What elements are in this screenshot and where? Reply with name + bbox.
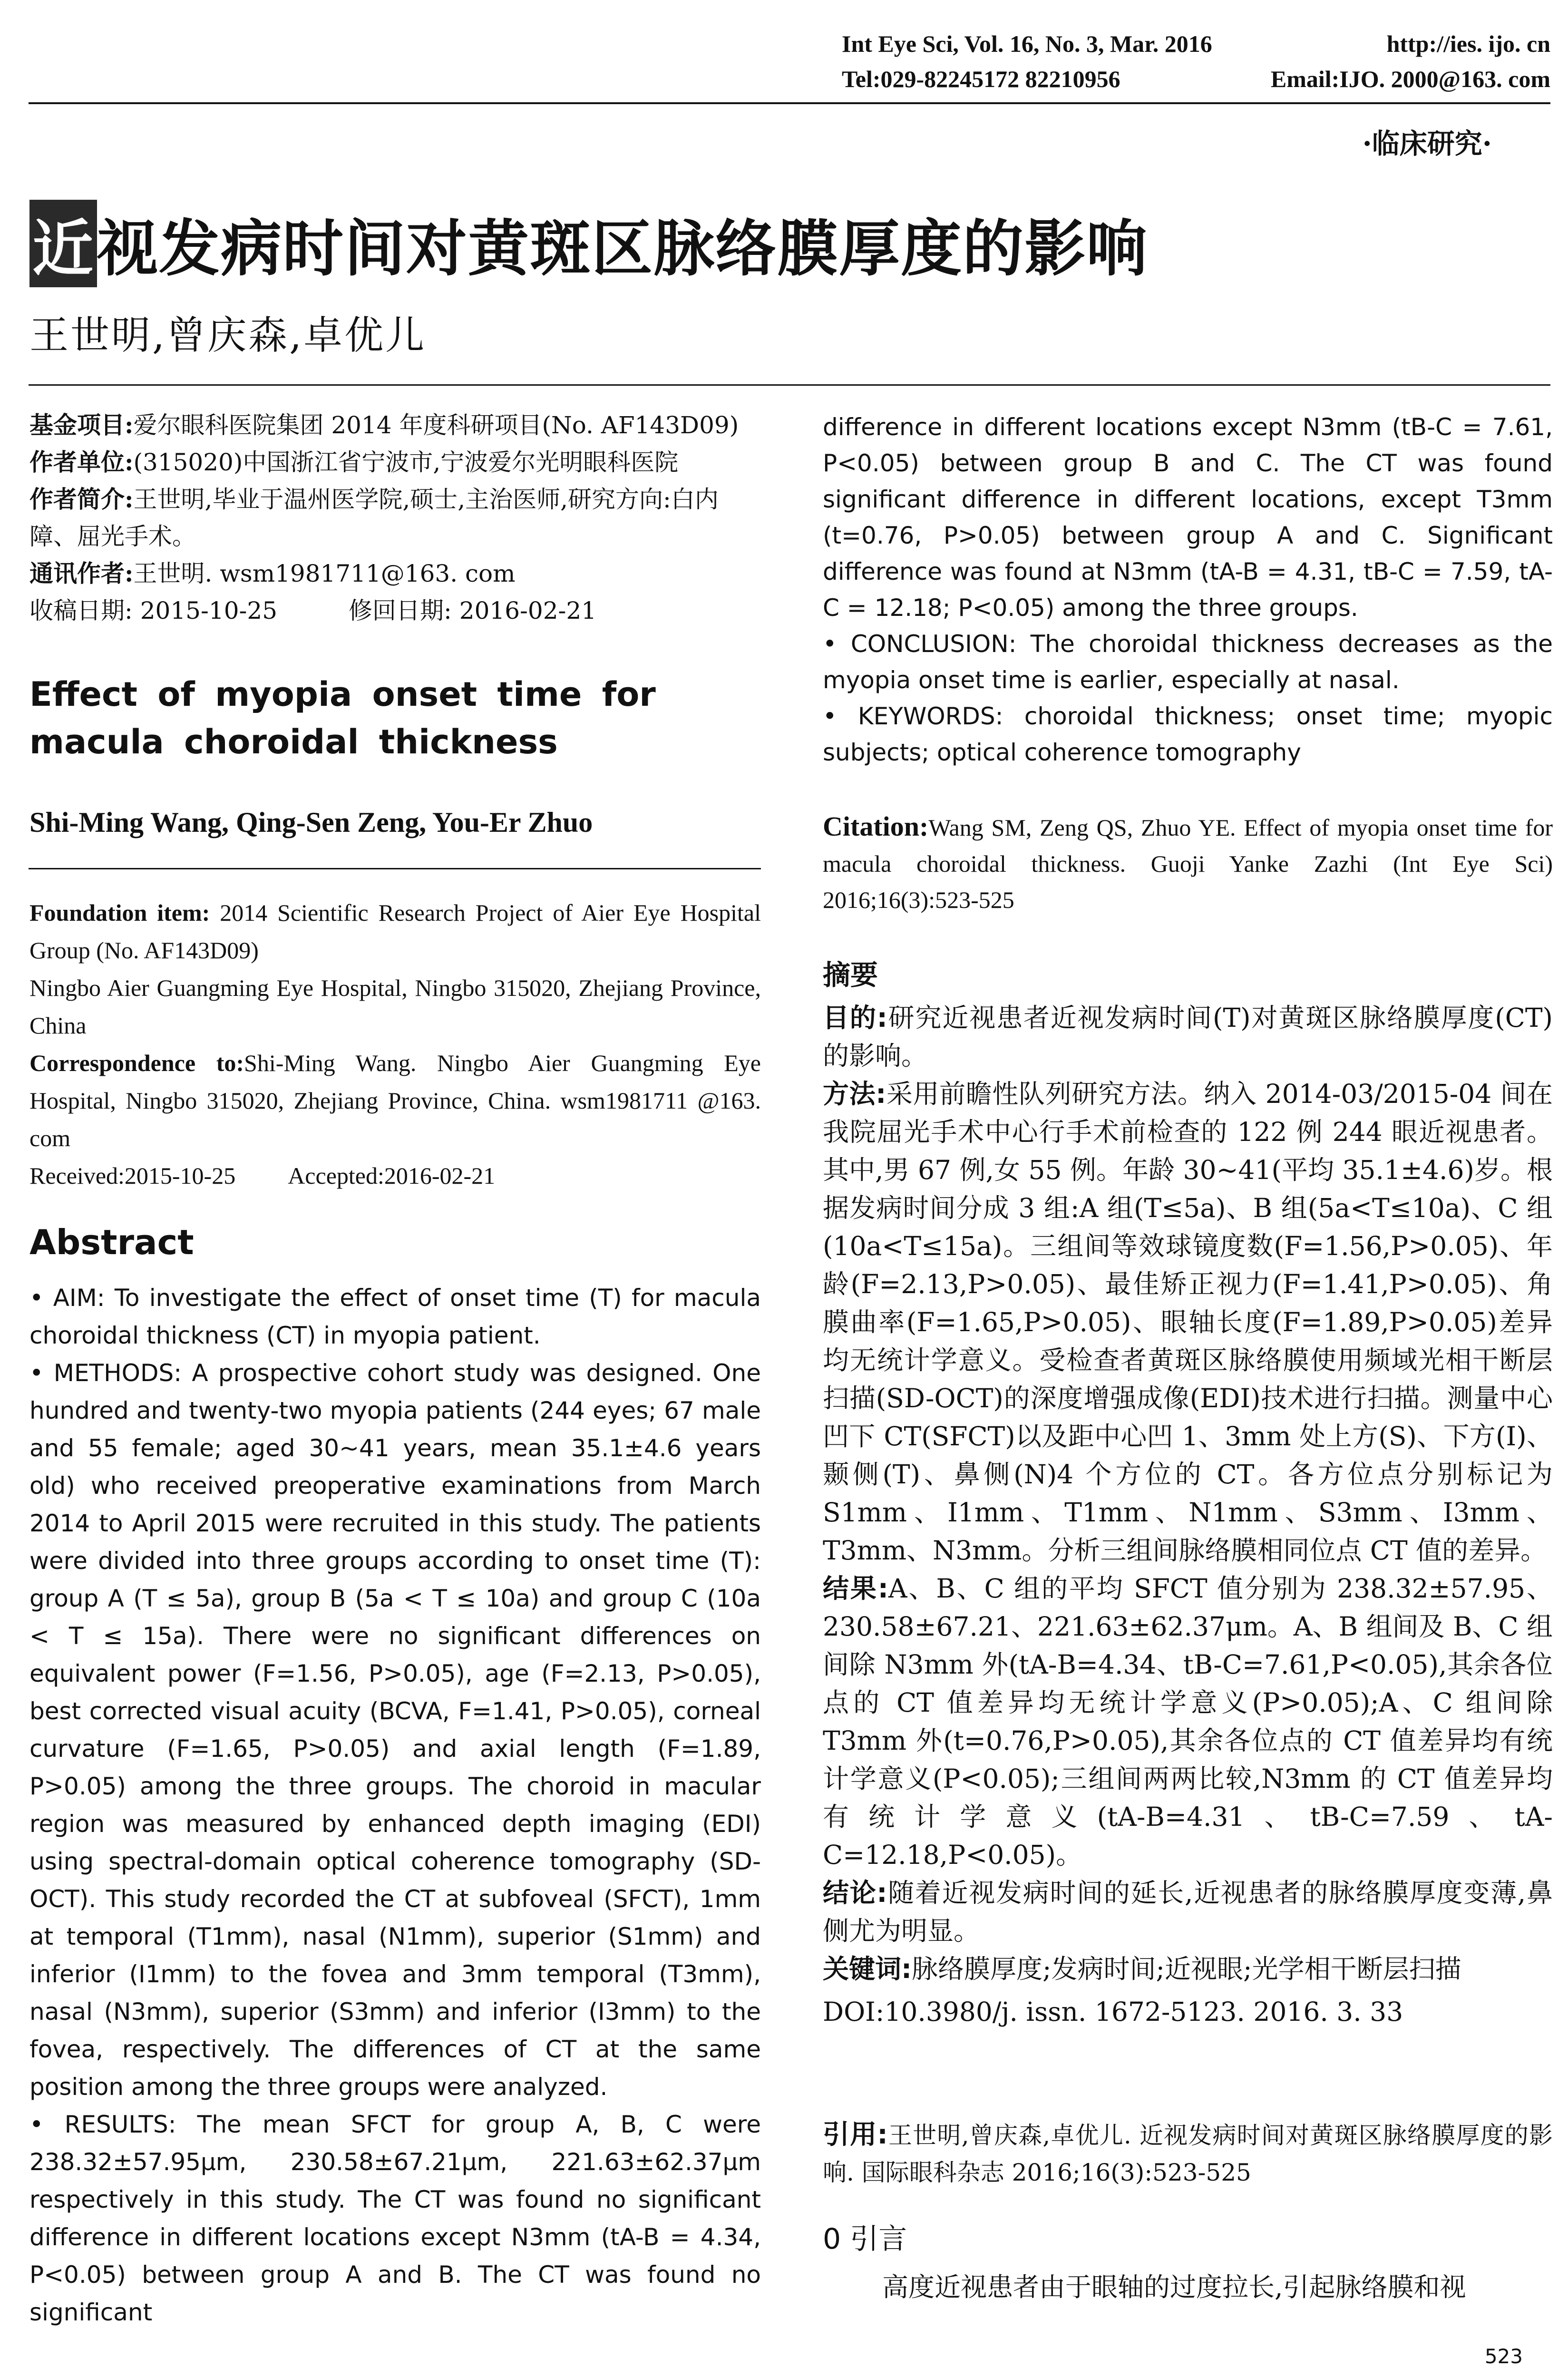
citation-en (823, 809, 1553, 918)
revised-cn: 修回日期: 2016-02-21 (349, 597, 597, 624)
doi: DOI:10.3980/j. issn. 1672-5123. 2016. 3. 33 (823, 1997, 1403, 2027)
citation-cn (823, 2116, 1553, 2191)
en-metadata (29, 894, 761, 1195)
citation-label-en: Citation: (823, 811, 929, 842)
results-text-cn: A、B、C 组的平均 SFCT 值分别为 238.32±57.95、230.58±67.21、221.63±62.37μm。A、B 组间及 B、C 组间除 N3mm 外(tA-B=4.34、tB-C=7.61,P<0.05),其余各位点的 CT 值差异均无统计学意义(P>0.05);A、C 组间除 T3mm 外(t=0.76,P>0.05),其余各位点的 CT 值差异均有统计学意义(P<0.05);三组间两两比较,N3mm 的 CT 值差异均有统计学意义(tA-B=4.31、tB-C=7.59、tA-C=12.18,P<0.05)。 (823, 1573, 1553, 1870)
journal-line: Int Eye Sci, Vol. 16, No. 3, Mar. 2016 (842, 30, 1212, 57)
conclusion-label-cn: 结论: (823, 1878, 887, 1908)
received-en: Received:2015-10-25 (29, 1162, 236, 1189)
citation-label-cn: 引用: (823, 2119, 888, 2150)
journal-tel: Tel:029-82245172 82210956 (842, 66, 1120, 92)
unit-label-cn: 作者单位: (29, 448, 134, 476)
foundation-label-en: Foundation item: (29, 899, 210, 926)
paper-title-en: Effect of myopia onset time for macula choroidal thickness (29, 675, 656, 761)
abstract-body (29, 1279, 761, 2331)
aim-label-cn: 目的: (823, 1003, 887, 1033)
abstract-conclusion: • CONCLUSION: The choroidal thickness decreases as the myopia onset time is earlier, especially at nasal. (823, 630, 1553, 694)
authors-rule (29, 868, 761, 869)
citation-text-cn: 王世明,曾庆森,卓优儿. 近视发病时间对黄斑区脉络膜厚度的影响. 国际眼科杂志 2016;16(3):523-525 (823, 2122, 1553, 2186)
abstract-keywords: • KEYWORDS: choroidal thickness; onset time; myopic subjects; optical coherence tomography (823, 702, 1553, 766)
conclusion-text-cn: 随着近视发病时间的延长,近视患者的脉络膜厚度变薄,鼻侧尤为明显。 (823, 1878, 1553, 1946)
methods-text-cn: 采用前瞻性队列研究方法。纳入 2014-03/2015-04 间在我院屈光手术中心行手术前检查的 122 例 244 眼近视患者。其中,男 67 例,女 55 例。年龄 30~41(平均 35.1±4.6)岁。根据发病时间分成 3 组:A 组(T≤5a)、B 组(5a<T≤10a)、C 组(10a<T≤15a)。三组间等效球镜度数(F=1.56,P>0.05)、年龄(F=2.13,P>0.05)、最佳矫正视力(F=1.41,P>0.05)、角膜曲率(F=1.65,P>0.05)、眼轴长度(F=1.89,P>0.05)差异均无统计学意义。受检查者黄斑区脉络膜使用频域光相干断层扫描(SD-OCT)的深度增强成像(EDI)技术进行扫描。测量中心凹下 CT(SFCT)以及距中心凹 1、3mm 处上方(S)、下方(I)、颞侧(T)、鼻侧(N)4 个方位的 CT。各方位点分别标记为 S1mm、I1mm、T1mm、N1mm、S3mm、I3mm、T3mm、N3mm。分析三组间脉络膜相同位点 CT 值的差异。 (823, 1079, 1553, 1566)
header-rule (29, 102, 1550, 104)
running-header (842, 26, 1550, 97)
title-drop-cap: 近 (29, 200, 97, 287)
corr-text-en: Shi-Ming Wang. Ningbo Aier Guangming Eye Hospital, Ningbo 315020, Zhejiang Province, China. wsm1981711 @163. com (29, 1050, 761, 1151)
title-rule (29, 384, 1550, 386)
aim-text-cn: 研究近视患者近视发病时间(T)对黄斑区脉络膜厚度(CT)的影响。 (823, 1003, 1553, 1071)
authors-en: Shi-Ming Wang, Qing-Sen Zeng, You-Er Zhuo (29, 807, 593, 838)
paper-title-cn (29, 200, 1148, 287)
accepted-en: Accepted:2016-02-21 (288, 1162, 496, 1189)
unit-text-cn: (315020)中国浙江省宁波市,宁波爱尔光明眼科医院 (133, 448, 679, 476)
abstract-heading: Abstract (29, 1222, 194, 1262)
results-label-cn: 结果: (823, 1573, 888, 1604)
methods-label-cn: 方法: (823, 1079, 886, 1109)
foundation-text-en: 2014 Scientific Research Project of Aier Eye Hospital Group (No. AF143D09) (29, 899, 761, 964)
abstract-heading-cn: 摘要 (823, 959, 878, 991)
abstract-methods: • METHODS: A prospective cohort study was designed. One hundred and twenty-two myopia patients (244 eyes; 67 male and 55 female; aged 30~41 years, mean 35.1±4.6 years old) who received preoperative examinations from March 2014 to April 2015 were recruited in this study. The patients were divided into three groups according to onset time (T): group A (T ≤ 5a), group B (5a < T ≤ 10a) and group C (10a < T ≤ 15a). There were no significant differences on equivalent power (F=1.56, P>0.05), age (F=2.13, P>0.05), best corrected visual acuity (BCVA, F=1.41, P>0.05), corneal curvature (F=1.65, P>0.05) and axial length (F=1.89, P>0.05) among the three groups. The choroid in macular region was measured by enhanced depth imaging (EDI) using spectral-domain optical coherence tomography (SD-OCT). This study recorded the CT at subfoveal (SFCT), 1mm at temporal (T1mm), nasal (N1mm), superior (S1mm) and inferior (I1mm) to the fovea and 3mm temporal (T3mm), nasal (N3mm), superior (S3mm) and inferior (I3mm) to the fovea, respectively. The differences of CT at the same position among the three groups were analyzed. (29, 1359, 761, 2101)
keywords-text-cn: 脉络膜厚度;发病时间;近视眼;光学相干断层扫描 (912, 1954, 1461, 1984)
journal-email: Email:IJO. 2000@163. com (1270, 66, 1550, 92)
corr-label-en: Correspondence to: (29, 1050, 244, 1076)
affiliation-en: Ningbo Aier Guangming Eye Hospital, Ningbo 315020, Zhejiang Province, China (29, 974, 761, 1039)
intro-heading: 0 引言 (823, 2222, 907, 2256)
keywords-label-cn: 关键词: (823, 1954, 912, 1984)
authors-cn: 王世明,曾庆森,卓优儿 (29, 313, 427, 358)
abstract-cn (823, 956, 1553, 2031)
journal-url: http://ies. ijo. cn (1386, 30, 1550, 57)
bio-label-cn: 作者简介: (29, 485, 134, 513)
received-cn: 收稿日期: 2015-10-25 (29, 597, 278, 624)
citation-text-en: Wang SM, Zeng QS, Zhuo YE. Effect of myopia onset time for macula choroidal thickness. Guoji Yanke Zazhi (Int Eye Sci) 2016;16(3):523-525 (823, 814, 1553, 913)
section-tag: ·临床研究· (1362, 127, 1492, 160)
abstract-continued (823, 409, 1553, 770)
bio-text-cn: 王世明,毕业于温州医学院,硕士,主治医师,研究方向:白内障、屈光手术。 (29, 486, 719, 550)
cn-metadata (29, 407, 761, 629)
corr-label-cn: 通讯作者: (29, 559, 134, 587)
foundation-label-cn: 基金项目: (29, 411, 134, 439)
title-rest: 视发病时间对黄斑区脉络膜厚度的影响 (97, 214, 1149, 284)
page-number: 523 (1484, 2345, 1523, 2368)
abstract-results-part2: difference in different locations except N3mm (tB-C = 7.61, P<0.05) between group B and C. The CT was found significant difference in different locations, except T3mm (t=0.76, P>0.05) between group A and C. Significant difference was found at N3mm (tA-B = 4.31, tB-C = 7.59, tA-C = 12.18; P<0.05) among the three groups. (823, 413, 1553, 622)
corr-text-cn: 王世明. wsm1981711@163. com (133, 560, 516, 587)
foundation-text-cn: 爱尔眼科医院集团 2014 年度科研项目(No. AF143D09) (133, 411, 739, 439)
intro-first-line: 高度近视患者由于眼轴的过度拉长,引起脉络膜和视 (882, 2272, 1466, 2302)
abstract-aim: • AIM: To investigate the effect of onset time (T) for macula choroidal thickness (CT) in myopia patient. (29, 1284, 761, 1349)
abstract-results-part1: • RESULTS: The mean SFCT for group A, B, C were 238.32±57.95μm, 230.58±67.21μm, 221.63±62.37μm respectively in this study. The CT was found no significant difference in different locations except N3mm (tA-B = 4.34, P<0.05) between group A and B. The CT was found no significant (29, 2111, 761, 2326)
